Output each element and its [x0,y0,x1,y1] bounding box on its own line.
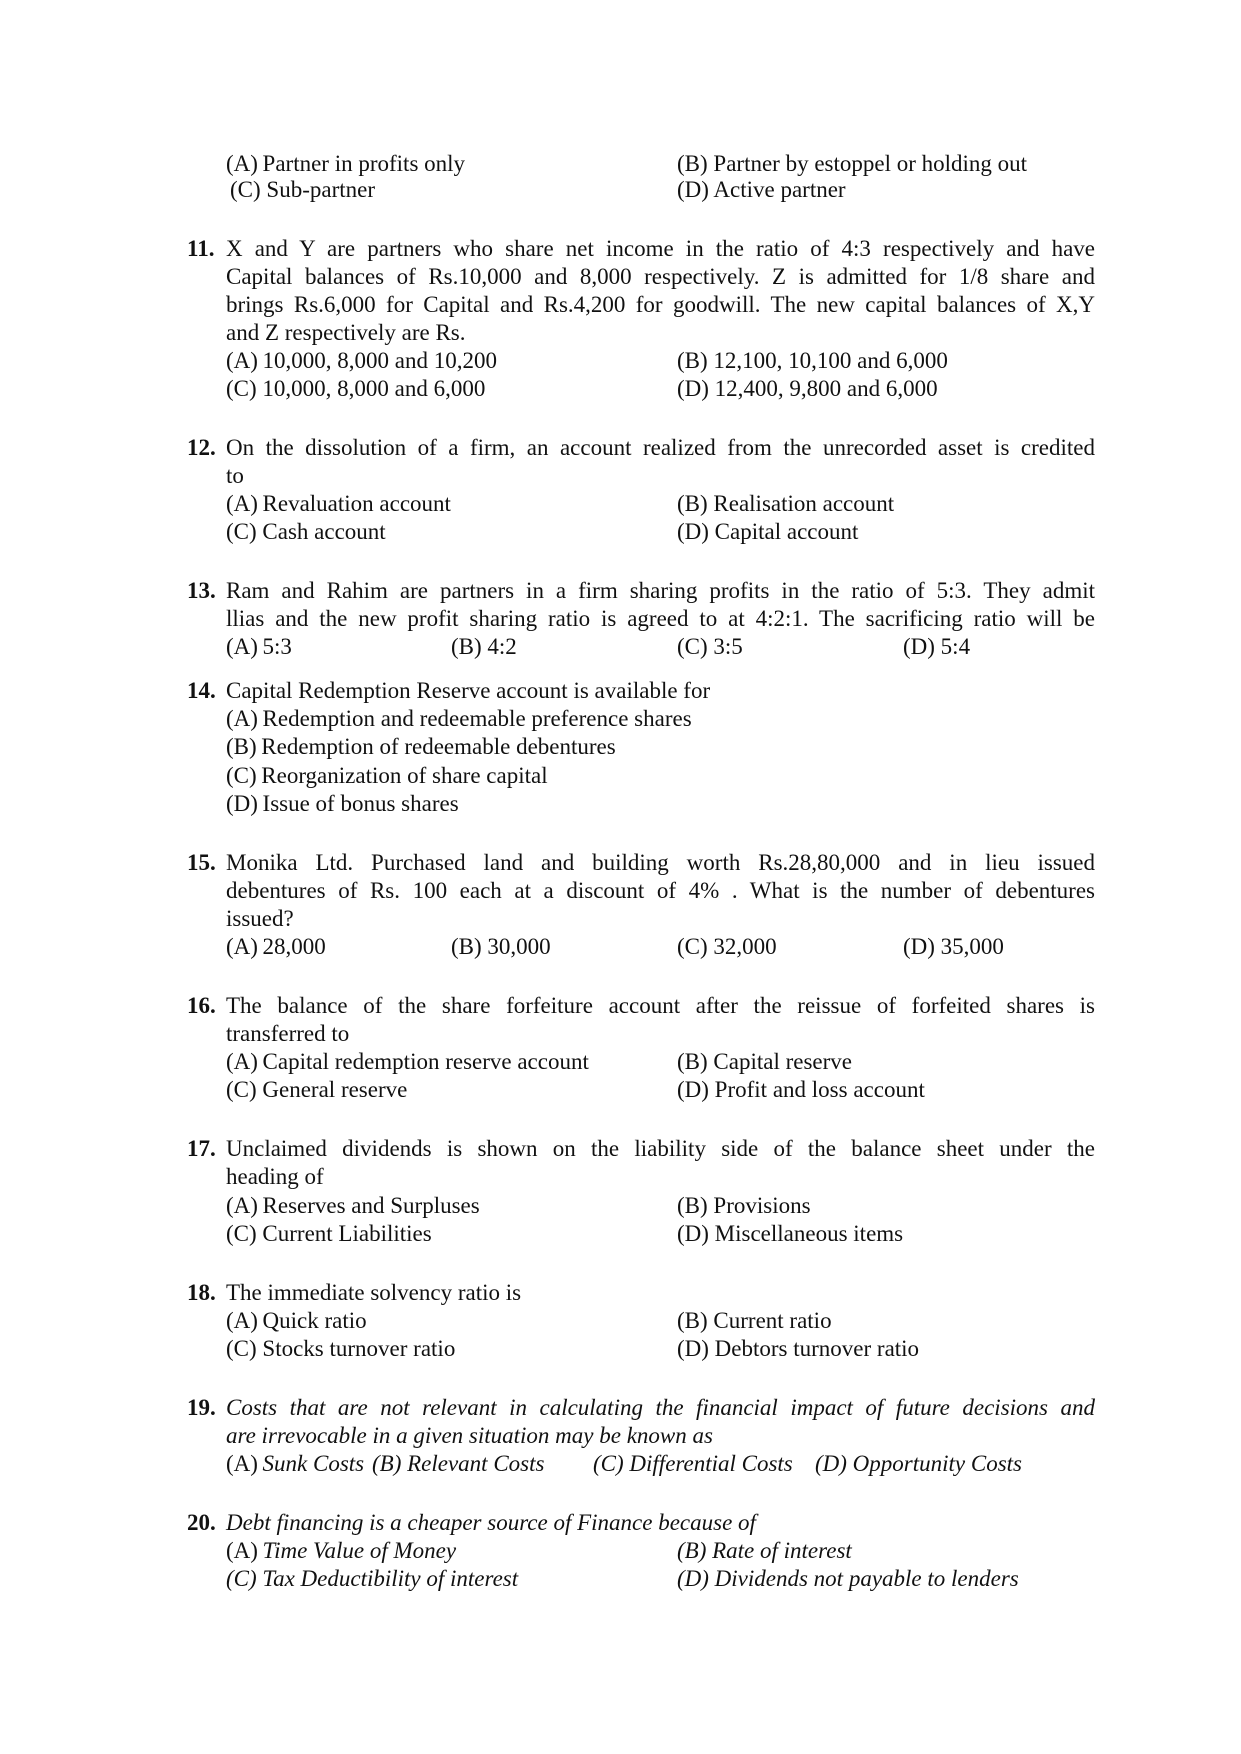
q14-number: 14. [187,678,216,703]
q11-option-c: (C) 10,000, 8,000 and 6,000 [226,376,486,401]
q15-option-b: (B) 30,000 [451,934,551,959]
q16-option-a: (A) Capital redemption reserve account [226,1049,589,1074]
q11-option-d: (D) 12,400, 9,800 and 6,000 [677,376,938,401]
q13-option-d: (D) 5:4 [903,634,971,659]
q15-text-line-3: issued? [226,906,294,931]
q16-option-b: (B) Capital reserve [677,1049,852,1074]
q12-option-d: (D) Capital account [677,519,859,544]
q17-text-line-2: heading of [226,1164,324,1189]
q14-option-a: (A) Redemption and redeemable preference shares [226,706,692,731]
q15-text-line-2: debentures of Rs. 100 each at a discount of 4% . What is the number of debentures [226,878,1095,903]
q13-option-c: (C) 3:5 [677,634,743,659]
q12-number: 12. [187,435,216,460]
q18-text-line-1: The immediate solvency ratio is [226,1280,522,1305]
q19-option-a-label: (A) [226,1451,263,1476]
q11-text-line-4: and Z respectively are Rs. [226,320,466,345]
q16-number: 16. [187,993,216,1018]
q20-option-a-row [226,1537,456,1565]
q15-text-line-1: Monika Ltd. Purchased land and building worth Rs.28,80,000 and in lieu issued [226,850,1095,875]
q11-text-line-2: Capital balances of Rs.10,000 and 8,000 respectively. Z is admitted for 1/8 share and [226,264,1095,289]
q14-option-b: (B) Redemption of redeemable debentures [226,734,616,759]
q19-text-line-1: Costs that are not relevant in calculating the financial impact of future decisions and [226,1395,1095,1420]
q17-text-line-1: Unclaimed dividends is shown on the liability side of the balance sheet under the [226,1136,1095,1161]
q19-text-line-2: are irrevocable in a given situation may be known as [226,1423,713,1448]
q16-text-line-1: The balance of the share forfeiture account after the reissue of forfeited shares is [226,993,1095,1018]
q12-text-line-2: to [226,463,244,488]
q20-option-b: (B) Rate of interest [677,1538,852,1563]
q18-option-c: (C) Stocks turnover ratio [226,1336,456,1361]
q20-text-line-1: Debt financing is a cheaper source of Finance because of [226,1510,756,1535]
q18-number: 18. [187,1280,216,1305]
q13-option-b: (B) 4:2 [451,634,517,659]
q13-text-line-1: Ram and Rahim are partners in a firm sharing profits in the ratio of 5:3. They admit [226,578,1095,603]
q15-option-d: (D) 35,000 [903,934,1004,959]
q16-option-d: (D) Profit and loss account [677,1077,925,1102]
q17-option-b: (B) Provisions [677,1193,811,1218]
q12-option-c: (C) Cash account [226,519,386,544]
q16-text-line-2: transferred to [226,1021,350,1046]
q17-number: 17. [187,1136,216,1161]
q19-option-a-row [226,1450,364,1478]
q20-option-c: (C) Tax Deductibility of interest [226,1566,519,1591]
q20-number: 20. [187,1510,216,1535]
q19-option-d: (D) Opportunity Costs [815,1451,1022,1476]
q10-option-d: (D) Active partner [677,177,846,202]
q17-option-d: (D) Miscellaneous items [677,1221,904,1246]
q19-option-c: (C) Differential Costs [593,1451,793,1476]
q10-option-b: (B) Partner by estoppel or holding out [677,151,1028,176]
q14-text-line-1: Capital Redemption Reserve account is available for [226,678,711,703]
q18-option-d: (D) Debtors turnover ratio [677,1336,920,1361]
q16-option-c: (C) General reserve [226,1077,408,1102]
q19-number: 19. [187,1395,216,1420]
q18-option-b: (B) Current ratio [677,1308,832,1333]
q19-option-a: Sunk Costs [262,1451,365,1476]
q11-option-b: (B) 12,100, 10,100 and 6,000 [677,348,948,373]
q15-option-c: (C) 32,000 [677,934,777,959]
q20-option-d: (D) Dividends not payable to lenders [677,1566,1019,1591]
q11-number: 11. [187,236,215,261]
q10-option-c: (C) Sub-partner [230,177,375,202]
q13-text-line-2: llias and the new profit sharing ratio is agreed to at 4:2:1. The sacrificing ratio will be [226,606,1095,631]
q13-number: 13. [187,578,216,603]
q12-text-line-1: On the dissolution of a firm, an account realized from the unrecorded asset is credited [226,435,1095,460]
q11-option-a: (A) 10,000, 8,000 and 10,200 [226,348,497,373]
q11-text-line-1: X and Y are partners who share net income in the ratio of 4:3 respectively and have [226,236,1095,261]
q20-option-a: Time Value of Money [262,1538,457,1563]
q12-option-b: (B) Realisation account [677,491,895,516]
q18-option-a: (A) Quick ratio [226,1308,367,1333]
q14-option-d: (D) Issue of bonus shares [226,791,459,816]
q13-option-a: (A) 5:3 [226,634,292,659]
q15-option-a: (A) 28,000 [226,934,326,959]
q11-text-line-3: brings Rs.6,000 for Capital and Rs.4,200 for goodwill. The new capital balances of X,Y [226,292,1095,317]
q20-option-a-label: (A) [226,1538,263,1563]
q12-option-a: (A) Revaluation account [226,491,451,516]
q10-option-a: (A) Partner in profits only [226,151,466,176]
q17-option-a: (A) Reserves and Surpluses [226,1193,480,1218]
q19-option-b: (B) Relevant Costs [372,1451,545,1476]
q14-option-c: (C) Reorganization of share capital [226,763,548,788]
q17-option-c: (C) Current Liabilities [226,1221,432,1246]
q15-number: 15. [187,850,216,875]
